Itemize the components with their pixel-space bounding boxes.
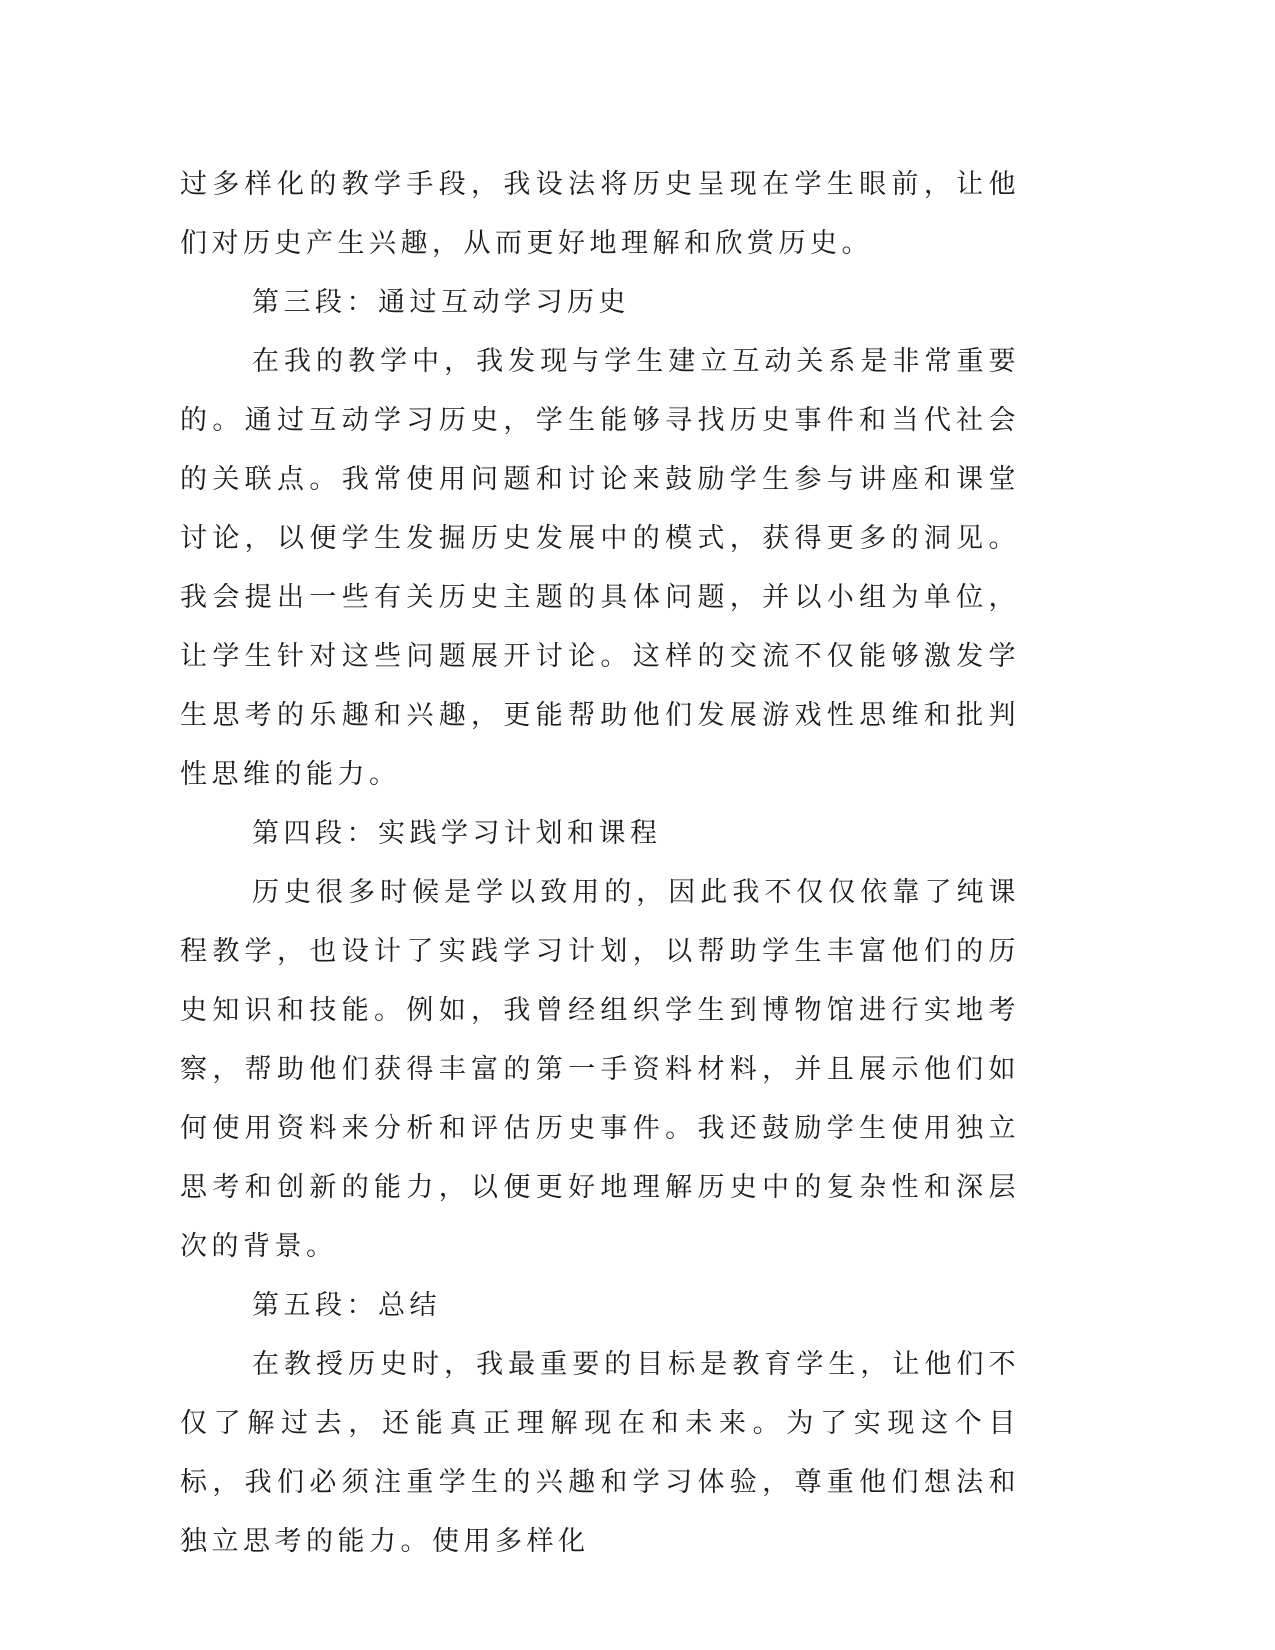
- paragraph-section-3: 在我的教学中，我发现与学生建立互动关系是非常重要的。通过互动学习历史，学生能够寻找历史事件和当代社会的关联点。我常使用问题和讨论来鼓励学生参与讲座和课堂讨论，以便学生发掘历史发展中的模式，获得更多的洞见。我会提出一些有关历史主题的具体问题，并以小组为单位，让学生针对这些问题展开讨论。这样的交流不仅能够激发学生思考的乐趣和兴趣，更能帮助他们发展游戏性思维和批判性思维的能力。: [180, 346, 1020, 790]
- paragraph-section-4: 历史很多时候是学以致用的，因此我不仅仅依靠了纯课程教学，也设计了实践学习计划，以帮助学生丰富他们的历史知识和技能。例如，我曾经组织学生到博物馆进行实地考察，帮助他们获得丰富的第一手资料材料，并且展示他们如何使用资料来分析和评估历史事件。我还鼓励学生使用独立思考和创新的能力，以便更好地理解历史中的复杂性和深层次的背景。: [180, 877, 1020, 1262]
- section-heading-5: 第五段：总结: [252, 1290, 441, 1321]
- paragraph-section-5: 在教授历史时，我最重要的目标是教育学生，让他们不仅了解过去，还能真正理解现在和未来。为了实现这个目标，我们必须注重学生的兴趣和学习体验，尊重他们想法和独立思考的能力。使用多样化: [180, 1349, 1020, 1557]
- section-heading-4: 第四段：实践学习计划和课程: [252, 818, 662, 849]
- section-heading-3: 第三段：通过互动学习历史: [252, 287, 630, 318]
- document-body: [180, 155, 1020, 1571]
- paragraph-continuation: 过多样化的教学手段，我设法将历史呈现在学生眼前，让他们对历史产生兴趣，从而更好地理解和欣赏历史。: [180, 169, 1020, 259]
